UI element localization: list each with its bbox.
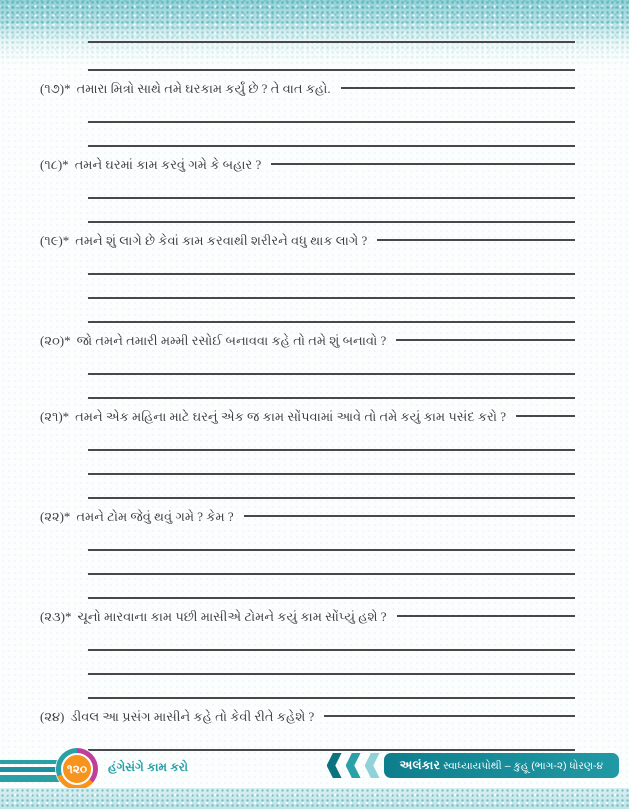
answer-line xyxy=(244,515,575,517)
answer-line xyxy=(88,675,575,699)
question-number: (૨૧)* xyxy=(40,409,70,424)
answer-line xyxy=(324,715,575,717)
book-series-details: સ્વાધ્યાયપોથી – કુહૂ (ભાગ-૨) ધોરણ-૪ xyxy=(443,760,603,772)
question-text: ચૂનો મારવાના કામ પછી માસીએ ટોમને કયું કામ સોંપ્યું હશે ? xyxy=(77,609,387,624)
question-text: જો તમને તમારી મમ્મી રસોઈ બનાવવા કહે તો તમે શું બનાવો ? xyxy=(76,333,387,348)
question-block xyxy=(40,407,575,499)
question-row xyxy=(40,331,575,351)
question-block xyxy=(40,155,575,223)
question-number: (૧૯)* xyxy=(40,233,70,248)
question-number: (૨૪) xyxy=(40,709,65,724)
question-number: (૧૮)* xyxy=(40,157,69,172)
page-footer xyxy=(0,751,629,789)
question-number: (૨૦)* xyxy=(40,333,71,348)
question-number: (૨૩)* xyxy=(40,609,72,624)
chevron-left-icon xyxy=(365,753,380,778)
answer-line xyxy=(88,47,575,71)
answer-line xyxy=(88,427,575,451)
book-series-name: અલંકાર xyxy=(399,758,441,772)
chevron-left-icon xyxy=(346,753,361,778)
answer-line xyxy=(397,615,575,617)
question-block xyxy=(40,331,575,399)
question-text: તમને એક મહિના માટે ઘરનું એક જ કામ સોંપવામાં આવે તો તમે કયું કામ પસંદ કરો ? xyxy=(75,409,507,424)
question-row xyxy=(40,607,575,627)
book-series-banner xyxy=(384,753,619,778)
answer-line xyxy=(88,299,575,323)
question-row xyxy=(40,507,575,527)
answer-line xyxy=(88,351,575,375)
question-text: તમને શું લાગે છે કેવાં કામ કરવાથી શરીરને વધુ થાક લાગે ? xyxy=(75,233,368,248)
answer-line xyxy=(88,527,575,551)
question-text: ડીવલ આ પ્રસંગ માસીને કહે તો કેવી રીતે કહેશે ? xyxy=(70,709,315,724)
question-row xyxy=(40,407,575,427)
question-text: તમારા મિત્રો સાથે તમે ઘરકામ કર્યું છે ? તે વાત કહો. xyxy=(76,81,331,96)
answer-line xyxy=(88,199,575,223)
answer-line xyxy=(88,727,575,751)
answer-line xyxy=(88,175,575,199)
chevron-left-icon xyxy=(327,753,342,778)
answer-line xyxy=(88,575,575,599)
question-text: તમને ટોમ જેવું થવું ગમે ? કેમ ? xyxy=(76,509,234,524)
answer-line xyxy=(88,551,575,575)
answer-line xyxy=(88,19,575,43)
question-block xyxy=(40,707,575,751)
answer-line xyxy=(396,339,575,341)
answer-line xyxy=(88,375,575,399)
question-block xyxy=(40,507,575,599)
answer-line xyxy=(88,251,575,275)
chapter-title: હંગેસંગે કામ કરો xyxy=(108,760,189,774)
answer-line xyxy=(88,651,575,675)
answer-line xyxy=(516,415,575,417)
page-number: ૧૨૦ xyxy=(61,753,93,785)
question-row xyxy=(40,231,575,251)
question-row xyxy=(40,707,575,727)
answer-line xyxy=(88,451,575,475)
question-number: (૧૭)* xyxy=(40,81,71,96)
answer-line xyxy=(341,87,575,89)
question-block xyxy=(40,79,575,147)
page-number-badge xyxy=(56,748,98,790)
answer-line xyxy=(88,627,575,651)
answer-line xyxy=(88,99,575,123)
answer-line xyxy=(88,475,575,499)
answer-line xyxy=(377,239,575,241)
answer-line xyxy=(88,275,575,299)
bottom-border-texture xyxy=(0,788,629,809)
question-row xyxy=(40,79,575,99)
book-banner-group xyxy=(327,753,619,778)
question-text: તમને ઘરમાં કામ કરવું ગમે કે બહાર ? xyxy=(74,157,262,172)
answer-line xyxy=(271,163,575,165)
question-row xyxy=(40,155,575,175)
question-block xyxy=(40,231,575,323)
question-number: (૨૨)* xyxy=(40,509,71,524)
question-block xyxy=(40,607,575,699)
answer-line xyxy=(88,123,575,147)
